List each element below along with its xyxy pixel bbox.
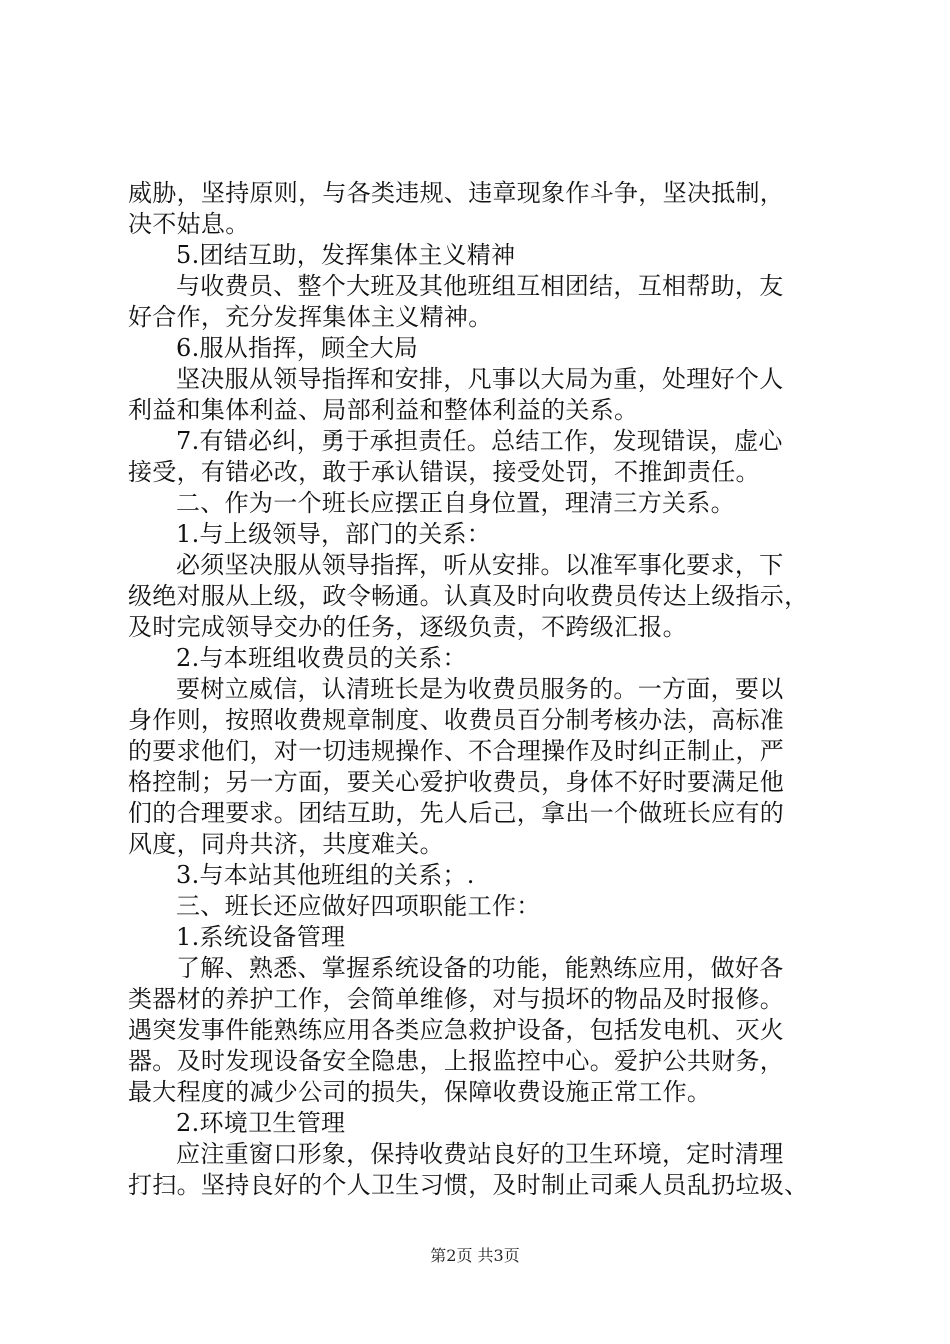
text-line: 三、班长还应做好四项职能工作： bbox=[176, 892, 541, 920]
text-line: 类器材的养护工作，会简单维修，对与损坏的物品及时报修。 bbox=[128, 985, 785, 1013]
page-footer: 第2页 共3页 bbox=[430, 1246, 520, 1265]
text-line: 1.与上级领导，部门的关系： bbox=[176, 520, 492, 548]
text-line: 格控制；另一方面，要关心爱护收费员，身体不好时要满足他 bbox=[128, 768, 785, 796]
text-line: 最大程度的减少公司的损失，保障收费设施正常工作。 bbox=[128, 1078, 712, 1106]
text-line: 7.有错必纠，勇于承担责任。总结工作，发现错误，虚心 bbox=[176, 427, 783, 455]
text-line: 3.与本站其他班组的关系；. bbox=[176, 861, 475, 889]
text-line: 利益和集体利益、局部利益和整体利益的关系。 bbox=[128, 396, 639, 424]
text-line: 的要求他们，对一切违规操作、不合理操作及时纠正制止，严 bbox=[128, 737, 785, 765]
text-line: 二、作为一个班长应摆正自身位置，理清三方关系。 bbox=[176, 489, 735, 517]
text-line: 们的合理要求。团结互助，先人后己，拿出一个做班长应有的 bbox=[128, 799, 785, 827]
text-line: 决不姑息。 bbox=[128, 210, 250, 238]
text-line: 与收费员、整个大班及其他班组互相团结，互相帮助，友 bbox=[176, 272, 784, 300]
text-line: 要树立威信，认清班长是为收费员服务的。一方面，要以 bbox=[176, 675, 784, 703]
text-line: 了解、熟悉、掌握系统设备的功能，能熟练应用，做好各 bbox=[176, 954, 784, 982]
text-line: 5.团结互助，发挥集体主义精神 bbox=[176, 241, 516, 269]
text-line: 坚决服从领导指挥和安排，凡事以大局为重，处理好个人 bbox=[176, 365, 784, 393]
text-line: 遇突发事件能熟练应用各类应急救护设备，包括发电机、灭火 bbox=[128, 1016, 785, 1044]
text-line: 打扫。坚持良好的个人卫生习惯，及时制止司乘人员乱扔垃圾、 bbox=[128, 1171, 809, 1199]
text-line: 2.与本班组收费员的关系： bbox=[176, 644, 467, 672]
text-line: 身作则，按照收费规章制度、收费员百分制考核办法，高标准 bbox=[128, 706, 785, 734]
text-line: 接受，有错必改，敢于承认错误，接受处罚，不推卸责任。 bbox=[128, 458, 760, 486]
text-line: 6.服从指挥，顾全大局 bbox=[176, 334, 419, 362]
text-line: 必须坚决服从领导指挥，听从安排。以准军事化要求，下 bbox=[176, 551, 784, 579]
text-line: 2.环境卫生管理 bbox=[176, 1109, 346, 1137]
text-line: 应注重窗口形象，保持收费站良好的卫生环境，定时清理 bbox=[176, 1140, 784, 1168]
text-line: 级绝对服从上级，政令畅通。认真及时向收费员传达上级指示， bbox=[128, 582, 809, 610]
text-line: 风度，同舟共济，共度难关。 bbox=[128, 830, 444, 858]
text-line: 好合作，充分发挥集体主义精神。 bbox=[128, 303, 493, 331]
document-body bbox=[128, 178, 848, 1201]
text-line: 1.系统设备管理 bbox=[176, 923, 346, 951]
text-line: 威胁，坚持原则，与各类违规、违章现象作斗争，坚决抵制， bbox=[128, 179, 785, 207]
text-line: 器。及时发现设备安全隐患，上报监控中心。爱护公共财务， bbox=[128, 1047, 785, 1075]
text-line: 及时完成领导交办的任务，逐级负责，不跨级汇报。 bbox=[128, 613, 687, 641]
